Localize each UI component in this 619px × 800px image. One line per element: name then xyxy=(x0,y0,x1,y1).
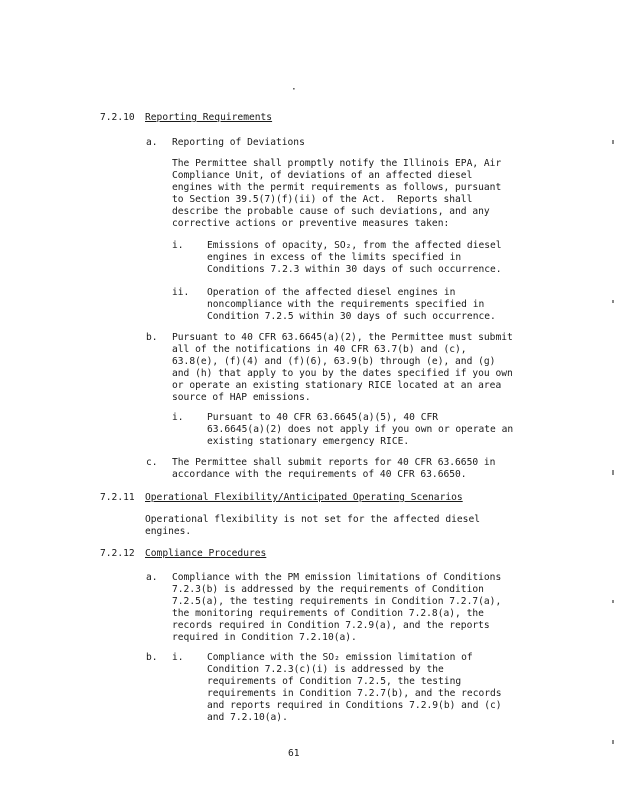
section-number-7-2-12: 7.2.12 xyxy=(100,548,135,559)
scan-edge-mark xyxy=(612,740,614,744)
compliance-a-line: required in Condition 7.2.10(a). xyxy=(172,632,357,643)
item-a-ii-label: ii. xyxy=(172,287,190,298)
compliance-b-i-line: Compliance with the SO₂ emission limitation of xyxy=(207,652,473,663)
item-b-line: Pursuant to 40 CFR 63.6645(a)(2), the Permittee must submit xyxy=(172,332,513,343)
page-number: 61 xyxy=(288,748,300,759)
item-a-body-line: The Permittee shall promptly notify the Illinois EPA, Air xyxy=(172,158,502,169)
item-b-i-line: Pursuant to 40 CFR 63.6645(a)(5), 40 CFR xyxy=(207,412,439,423)
scan-edge-mark xyxy=(612,300,614,303)
item-b-label: b. xyxy=(146,332,158,343)
section-number-7-2-11: 7.2.11 xyxy=(100,492,135,503)
section-title-reporting-requirements: Reporting Requirements xyxy=(145,112,273,123)
item-b-i-line: existing stationary emergency RICE. xyxy=(207,436,410,447)
section-number-7-2-10: 7.2.10 xyxy=(100,112,135,123)
item-a-i-line: Conditions 7.2.3 within 30 days of such occurrence. xyxy=(207,264,502,275)
item-a-ii-line: Operation of the affected diesel engines in xyxy=(207,287,456,298)
section-title-compliance-procedures: Compliance Procedures xyxy=(145,548,267,559)
item-a-i-label: i. xyxy=(172,240,184,251)
item-b-line: source of HAP emissions. xyxy=(172,392,311,403)
item-b-line: or operate an existing stationary RICE located at an area xyxy=(172,380,502,391)
compliance-b-i-line: requirements of Condition 7.2.5, the testing xyxy=(207,676,462,687)
item-c-label: c. xyxy=(146,457,158,468)
compliance-b-i-line: and reports required in Conditions 7.2.9(b) and (c) xyxy=(207,700,502,711)
compliance-b-i-label: i. xyxy=(172,652,184,663)
compliance-b-i-line: and 7.2.10(a). xyxy=(207,712,288,723)
item-a-body-line: to Section 39.5(7)(f)(ii) of the Act. Reports shall xyxy=(172,194,473,205)
item-a-i-line: engines in excess of the limits specified in xyxy=(207,252,462,263)
item-a-label: a. xyxy=(146,137,158,148)
item-c-line: accordance with the requirements of 40 CFR 63.6650. xyxy=(172,469,467,480)
item-b-i-line: 63.6645(a)(2) does not apply if you own or operate an xyxy=(207,424,514,435)
scan-edge-mark xyxy=(612,470,614,475)
item-a-body-line: describe the probable cause of such deviations, and any xyxy=(172,206,490,217)
item-a-body-line: engines with the permit requirements as follows, pursuant xyxy=(172,182,502,193)
item-b-i-label: i. xyxy=(172,412,184,423)
item-a-body-line: corrective actions or preventive measures taken: xyxy=(172,218,450,229)
section-7-2-11-line: Operational flexibility is not set for the affected diesel xyxy=(145,514,481,525)
top-mark: · xyxy=(291,84,297,95)
item-b-line: 63.8(e), (f)(4) and (f)(6), 63.9(b) through (e), and (g) xyxy=(172,356,496,367)
compliance-a-line: records required in Condition 7.2.9(a), and the reports xyxy=(172,620,490,631)
compliance-a-line: Compliance with the PM emission limitations of Conditions xyxy=(172,572,502,583)
item-a-ii-line: noncompliance with the requirements specified in xyxy=(207,299,485,310)
item-a-body-line: Compliance Unit, of deviations of an affected diesel xyxy=(172,170,473,181)
item-b-line: all of the notifications in 40 CFR 63.7(b) and (c), xyxy=(172,344,467,355)
compliance-a-line: the monitoring requirements of Condition 7.2.8(a), the xyxy=(172,608,484,619)
item-b-line: and (h) that apply to you by the dates specified if you own xyxy=(172,368,513,379)
scan-edge-mark xyxy=(612,600,614,603)
item-c-line: The Permittee shall submit reports for 40 CFR 63.6650 in xyxy=(172,457,496,468)
compliance-b-label: b. xyxy=(146,652,158,663)
item-a-ii-line: Condition 7.2.5 within 30 days of such occurrence. xyxy=(207,311,496,322)
item-a-heading: Reporting of Deviations xyxy=(172,137,305,148)
compliance-a-line: 7.2.5(a), the testing requirements in Condition 7.2.7(a), xyxy=(172,596,502,607)
scan-edge-mark xyxy=(612,140,614,144)
compliance-a-label: a. xyxy=(146,572,158,583)
section-title-operational-flexibility: Operational Flexibility/Anticipated Operating Scenarios xyxy=(145,492,463,503)
compliance-b-i-line: Condition 7.2.3(c)(i) is addressed by the xyxy=(207,664,444,675)
compliance-a-line: 7.2.3(b) is addressed by the requirements of Condition xyxy=(172,584,484,595)
compliance-b-i-line: requirements in Condition 7.2.7(b), and the records xyxy=(207,688,502,699)
section-7-2-11-line: engines. xyxy=(145,526,192,537)
item-a-i-line: Emissions of opacity, SO₂, from the affected diesel xyxy=(207,240,502,251)
